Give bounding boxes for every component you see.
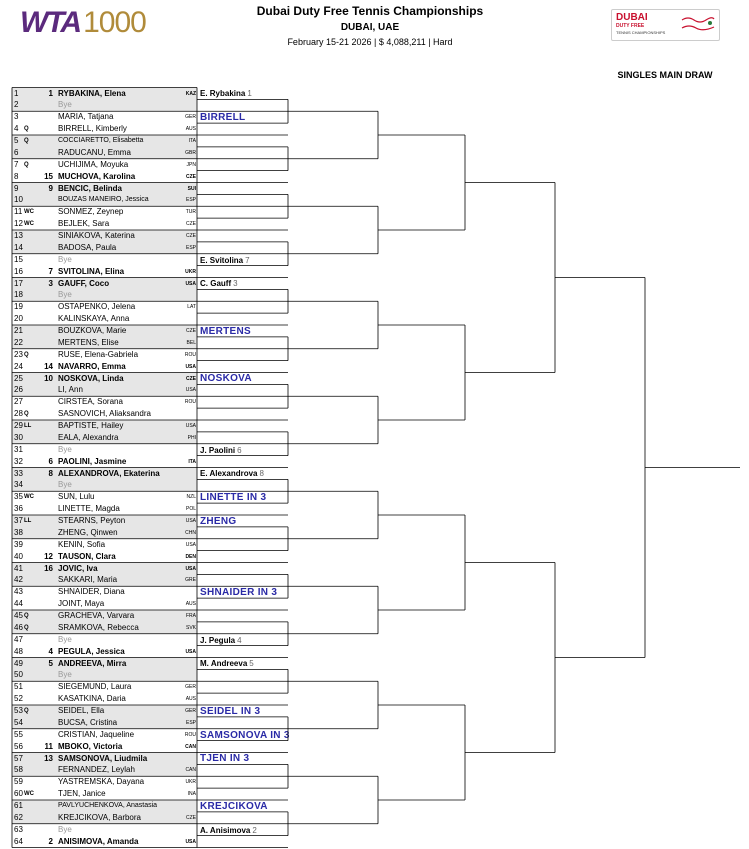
seed-number: 16 (44, 563, 53, 573)
player-name: UCHIJIMA, Moyuka (58, 159, 129, 169)
player-name: SVITOLINA, Elina (58, 266, 125, 276)
player-name: CIRSTEA, Sorana (58, 397, 123, 407)
draw-position: 33 (14, 468, 23, 478)
nationality: UKR (185, 779, 196, 786)
draw-position: 34 (14, 480, 23, 490)
draw-position: 58 (14, 765, 23, 775)
draw-position: 43 (14, 587, 23, 597)
winner-name: E. Rybakina (200, 89, 246, 99)
draw-position: 21 (14, 326, 23, 335)
nationality: USA (185, 423, 196, 429)
player-name: KALINSKAYA, Anna (58, 314, 130, 324)
entry-status: LL (24, 423, 32, 429)
dubai-duty-free-logo: DUBAI DUTY FREE TENNIS CHAMPIONSHIPS (611, 9, 720, 41)
draw-position: 1 (14, 88, 19, 98)
seed-number: 2 (48, 836, 53, 846)
player-name: BENCIC, Belinda (58, 183, 123, 193)
entry-status: Q (24, 624, 29, 631)
player-name: CRISTIAN, Jaqueline (58, 729, 135, 739)
draw-position: 24 (14, 361, 23, 371)
player-name: SHNAIDER, Diana (58, 587, 125, 597)
draw-position: 9 (14, 183, 19, 193)
draw-position: 19 (14, 302, 23, 312)
player-name: BOUZKOVA, Marie (58, 326, 127, 335)
seed-number: 10 (44, 373, 53, 383)
player-name: MUCHOVA, Karolina (58, 171, 136, 181)
player-name: PAVLYUCHENKOVA, Anastasia (58, 802, 158, 809)
winner-seed: 8 (259, 469, 264, 479)
winner-name: A. Anisimova (200, 825, 251, 835)
player-name: MARIA, Tatjana (58, 112, 114, 122)
entry-status: Q (24, 351, 29, 358)
player-name: LI, Ann (58, 385, 83, 395)
player-name: PEGULA, Jessica (58, 646, 125, 656)
player-name: SAMSONOVA, Liudmila (58, 753, 148, 763)
draw-position: 57 (14, 753, 23, 763)
seed-number: 5 (48, 658, 53, 668)
winner-name: E. Alexandrova (200, 469, 258, 479)
draw-position: 36 (14, 504, 23, 514)
player-name: Bye (58, 824, 72, 834)
nationality: FRA (186, 613, 196, 619)
nationality: USA (185, 280, 196, 287)
nationality: PHI (187, 434, 196, 441)
winner-seed: 5 (249, 659, 254, 669)
draw-position: 28 (14, 409, 23, 419)
player-name: ZHENG, Qinwen (58, 527, 118, 537)
draw-position: 64 (14, 836, 23, 846)
entry-status: Q (24, 138, 29, 144)
draw-position: 10 (14, 195, 23, 205)
winner-name: ZHENG (200, 515, 237, 527)
draw-position: 63 (14, 824, 23, 834)
winner-name: NOSKOVA (200, 373, 252, 385)
draw-position: 6 (14, 147, 19, 157)
player-name: COCCIARETTO, Elisabetta (58, 137, 144, 144)
draw-position: 54 (14, 717, 23, 727)
draw-position: 32 (14, 456, 23, 466)
nationality: CZE (186, 814, 196, 821)
winner-name: C. Gauff (200, 279, 232, 289)
draw-position: 22 (14, 337, 23, 347)
draw-position: 40 (14, 551, 23, 561)
winner-name: BIRRELL (200, 112, 246, 124)
player-name: BUCSA, Cristina (58, 717, 118, 727)
winner-seed: 4 (237, 635, 242, 645)
player-name: Bye (58, 634, 72, 644)
player-name: MERTENS, Elise (58, 337, 119, 347)
draw-position: 53 (14, 706, 23, 715)
player-name: JOVIC, Iva (58, 563, 98, 573)
player-name: SASNOVICH, Aliaksandra (58, 409, 151, 419)
nationality: NZL (186, 494, 196, 501)
nationality: ROU (184, 399, 196, 406)
winner-seed: 2 (252, 825, 257, 835)
draw-position: 45 (14, 611, 23, 620)
entry-status: WC (24, 791, 34, 798)
draw-position: 11 (14, 207, 23, 217)
nationality: ESP (185, 244, 196, 251)
draw-position: 44 (14, 599, 23, 609)
player-name: BAPTISTE, Hailey (58, 421, 124, 430)
draw-position: 13 (14, 231, 23, 240)
draw-position: 38 (14, 527, 23, 537)
draw-position: 12 (14, 219, 23, 229)
seed-number: 6 (48, 456, 53, 466)
winner-seed: 6 (237, 445, 242, 455)
draw-position: 59 (14, 777, 23, 787)
nationality: CZE (186, 173, 196, 180)
draw-position: 41 (14, 563, 23, 573)
draw-position: 62 (14, 812, 23, 822)
nationality: SVK (185, 624, 196, 631)
player-name: OSTAPENKO, Jelena (58, 302, 136, 312)
draw-position: 48 (14, 646, 23, 656)
player-name: GRACHEVA, Varvara (58, 611, 135, 620)
seed-number: 12 (44, 551, 53, 561)
winner-name: SEIDEL IN 3 (200, 705, 261, 717)
seed-number: 14 (44, 361, 53, 371)
nationality: JPN (186, 161, 196, 168)
winner-name: TJEN IN 3 (200, 753, 250, 765)
nationality: CZE (186, 328, 196, 334)
entry-status: Q (24, 411, 29, 418)
draw-position: 4 (14, 124, 19, 134)
player-name: NOSKOVA, Linda (58, 373, 124, 383)
nationality: ESP (185, 719, 196, 726)
player-name: SUN, Lulu (58, 492, 95, 502)
draw-position: 16 (14, 266, 23, 276)
nationality: CZE (186, 375, 196, 382)
player-name: NAVARRO, Emma (58, 361, 126, 371)
nationality: USA (185, 565, 196, 572)
entry-status: Q (24, 161, 29, 168)
player-name: RADUCANU, Emma (58, 147, 131, 157)
winner-name: KREJCIKOVA (200, 800, 268, 812)
nationality: USA (185, 838, 196, 845)
nationality: ITA (188, 138, 196, 144)
player-name: SEIDEL, Ella (58, 706, 105, 715)
tournament-title: Dubai Duty Free Tennis Championships (256, 4, 484, 18)
nationality: USA (185, 518, 196, 524)
draw-position: 37 (14, 516, 23, 525)
nationality: CHN (185, 529, 196, 536)
draw-position: 17 (14, 278, 23, 288)
seed-number: 4 (48, 646, 53, 656)
nationality: GBR (185, 149, 196, 156)
player-name: EALA, Alexandra (58, 432, 119, 442)
nationality: SUI (187, 185, 196, 192)
nationality: ROU (184, 731, 196, 738)
draw-position: 52 (14, 694, 23, 704)
player-name: BIRRELL, Kimberly (58, 124, 127, 134)
player-name: Bye (58, 254, 72, 264)
draw-position: 23 (14, 349, 23, 359)
nationality: ROU (184, 351, 196, 358)
player-name: ALEXANDROVA, Ekaterina (58, 468, 160, 478)
wta-logo: WTA 1000 (20, 6, 146, 39)
entry-status: WC (24, 221, 34, 228)
winner-name: J. Pegula (200, 635, 236, 645)
entry-status: Q (24, 126, 29, 133)
entry-status: LL (24, 518, 32, 524)
player-name: BADOSA, Paula (58, 242, 117, 252)
seed-number: 9 (48, 183, 53, 193)
player-name: Bye (58, 480, 72, 490)
draw-position: 60 (14, 789, 23, 799)
nationality: ITA (188, 458, 196, 465)
draw-position: 51 (14, 682, 23, 692)
nationality: USA (185, 541, 196, 548)
draw-position: 55 (14, 729, 23, 739)
player-name: TJEN, Janice (58, 789, 106, 799)
player-name: SRAMKOVA, Rebecca (58, 622, 139, 632)
nationality: INA (187, 791, 196, 798)
draw-position: 47 (14, 634, 23, 644)
draw-position: 18 (14, 290, 23, 300)
player-name: BOUZAS MANEIRO, Jessica (58, 196, 149, 204)
draw-title: SINGLES MAIN DRAW (617, 70, 713, 80)
player-name: STEARNS, Peyton (58, 516, 126, 525)
nationality: UKR (185, 268, 196, 275)
entry-status: WC (24, 209, 34, 216)
winner-name: M. Andreeva (200, 659, 248, 669)
nationality: BEL (186, 339, 196, 346)
draw-position: 25 (14, 373, 23, 383)
draw-position: 20 (14, 314, 23, 324)
nationality: USA (185, 648, 196, 655)
player-name: SINIAKOVA, Katerina (58, 231, 135, 240)
player-name: KENIN, Sofia (58, 539, 106, 549)
draw-position: 5 (14, 136, 19, 145)
draw-position: 46 (14, 622, 23, 632)
nationality: GER (185, 114, 196, 121)
nationality: GER (185, 684, 196, 691)
player-name: KASATKINA, Daria (58, 694, 126, 704)
seed-number: 8 (48, 468, 53, 478)
draw-position: 3 (14, 112, 19, 122)
player-name: LINETTE, Magda (58, 504, 120, 514)
seed-number: 15 (44, 171, 53, 181)
draw-position: 26 (14, 385, 23, 395)
draw-position: 2 (14, 100, 19, 110)
player-name: MBOKO, Victoria (58, 741, 123, 751)
draw-position: 30 (14, 432, 23, 442)
nationality: USA (185, 387, 196, 394)
entry-status: Q (24, 613, 29, 619)
nationality: CAN (185, 767, 196, 774)
player-name: TAUSON, Clara (58, 551, 116, 561)
player-name: Bye (58, 444, 72, 454)
draw-position: 35 (14, 492, 23, 502)
draw-position: 49 (14, 658, 23, 668)
winner-seed: 3 (233, 279, 238, 289)
nationality: CZE (186, 221, 196, 228)
nationality: GRE (185, 577, 196, 584)
winner-seed: 7 (245, 255, 250, 265)
player-name: Bye (58, 670, 72, 680)
nationality: TUR (185, 209, 196, 216)
draw-position: 8 (14, 171, 19, 181)
draw-position: 39 (14, 539, 23, 549)
winner-name: J. Paolini (200, 445, 236, 455)
nationality: LAT (187, 304, 196, 311)
player-name: GAUFF, Coco (58, 278, 110, 288)
winner-name: SAMSONOVA IN 3 (200, 729, 290, 741)
seed-number: 3 (48, 278, 53, 288)
nationality: DEN (185, 553, 196, 560)
winner-seed: 1 (247, 89, 252, 99)
nationality: KAZ (185, 90, 196, 97)
player-name: FERNANDEZ, Leylah (58, 765, 135, 775)
player-name: ANDREEVA, Mirra (58, 658, 127, 668)
seed-number: 11 (44, 741, 53, 751)
draw-position: 31 (14, 444, 23, 454)
winner-name: MERTENS (200, 325, 251, 337)
draw-position: 50 (14, 670, 23, 680)
draw-position: 15 (14, 254, 23, 264)
player-name: JOINT, Maya (58, 599, 105, 609)
player-name: BEJLEK, Sara (58, 219, 110, 229)
draw-position: 29 (14, 421, 23, 430)
nationality: AUS (185, 696, 196, 703)
seed-number: 1 (48, 88, 53, 98)
seed-number: 13 (44, 753, 53, 763)
player-name: PAOLINI, Jasmine (58, 456, 127, 466)
nationality: CAN (185, 743, 196, 750)
nationality: CZE (186, 233, 196, 239)
player-name: RUSE, Elena-Gabriela (58, 349, 139, 359)
winner-name: E. Svitolina (200, 255, 244, 265)
player-name: ANISIMOVA, Amanda (58, 836, 139, 846)
seed-number: 7 (48, 266, 53, 276)
draw-position: 27 (14, 397, 23, 407)
draw-position: 61 (14, 801, 23, 810)
player-name: SAKKARI, Maria (58, 575, 118, 585)
player-name: Bye (58, 290, 72, 300)
nationality: ESP (185, 197, 196, 204)
draw-position: 42 (14, 575, 23, 585)
player-name: RYBAKINA, Elena (58, 88, 126, 98)
player-name: YASTREMSKA, Dayana (58, 777, 145, 787)
draw-position: 7 (14, 159, 19, 169)
draw-position: 14 (14, 242, 23, 252)
player-name: SIEGEMUND, Laura (58, 682, 132, 692)
winner-name: LINETTE IN 3 (200, 492, 267, 504)
nationality: AUS (185, 126, 196, 133)
nationality: POL (185, 506, 196, 513)
entry-status: Q (24, 708, 29, 714)
nationality: AUS (185, 601, 196, 608)
nationality: USA (185, 363, 196, 370)
tournament-dates: February 15-21 2026 | $ 4,088,211 | Hard (287, 37, 453, 47)
player-name: SONMEZ, Zeynep (58, 207, 124, 217)
nationality: GER (185, 708, 196, 714)
player-name: KREJCIKOVA, Barbora (58, 812, 141, 822)
draw-position: 56 (14, 741, 23, 751)
entry-status: WC (24, 494, 34, 501)
winner-name: SHNAIDER IN 3 (200, 587, 278, 599)
player-name: Bye (58, 100, 72, 110)
tournament-location: DUBAI, UAE (340, 22, 400, 33)
